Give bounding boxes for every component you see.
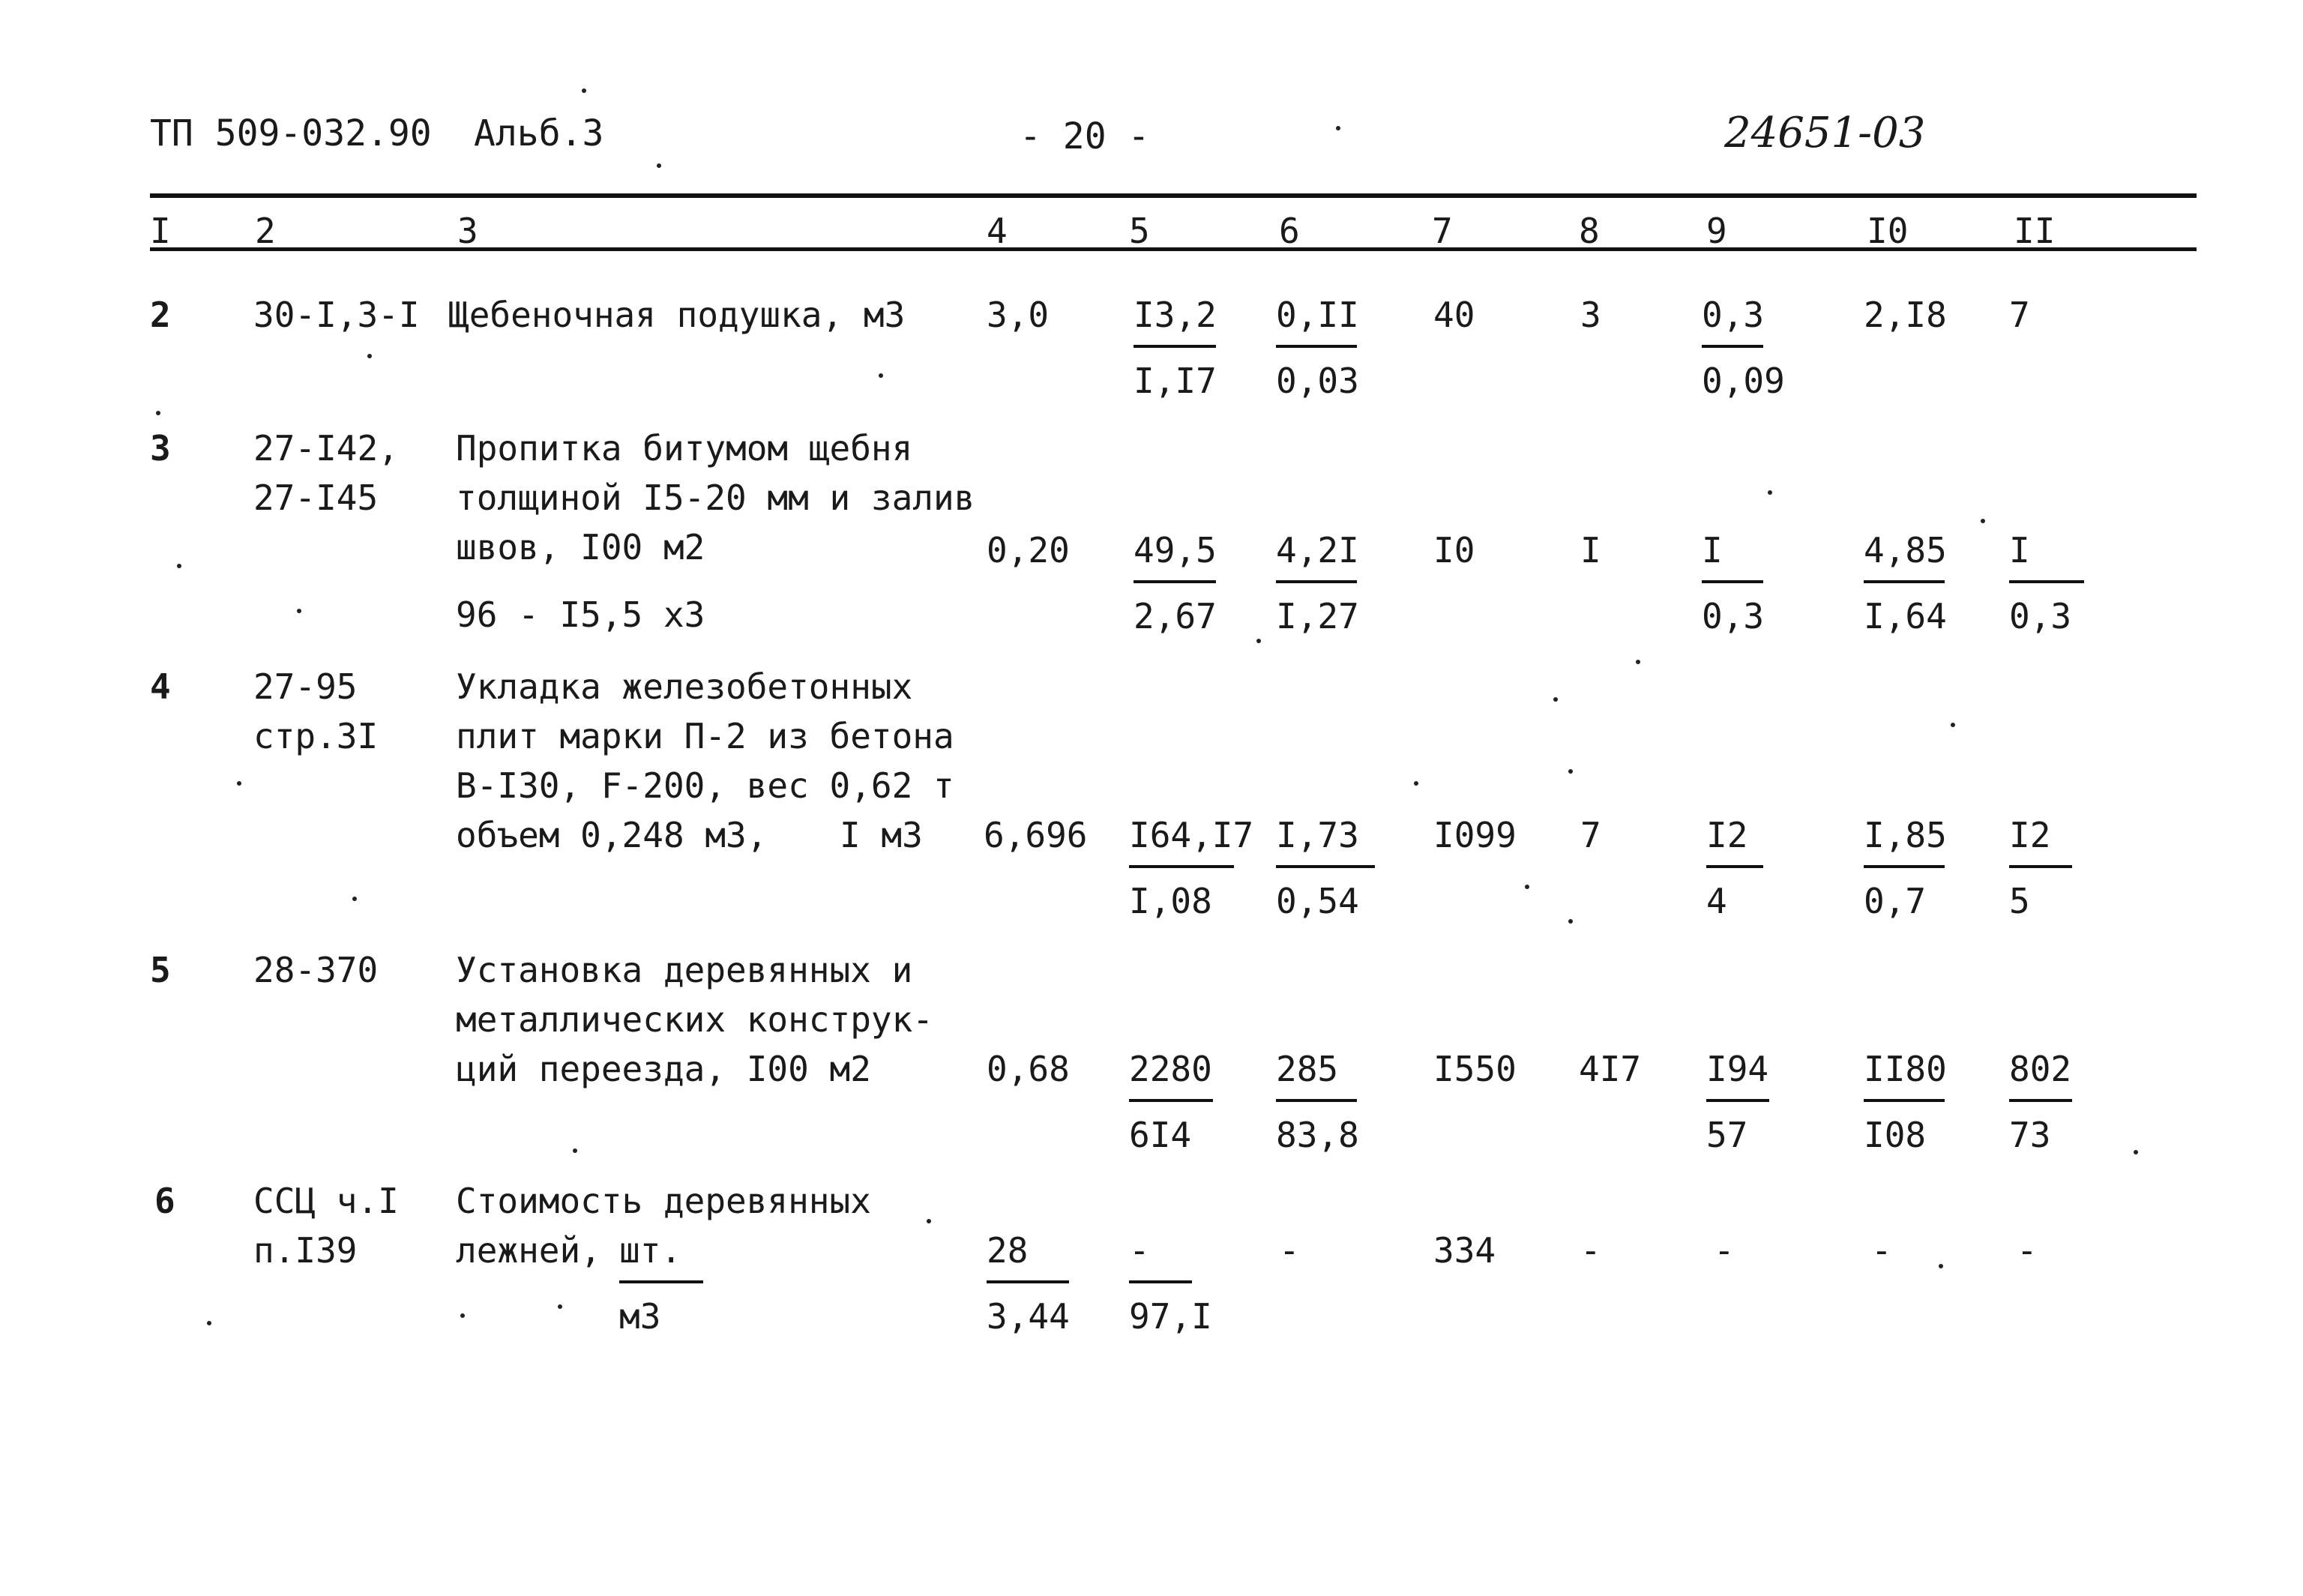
column-header-6: 6 — [1279, 211, 1300, 251]
fraction-numerator: I,73 — [1276, 815, 1359, 855]
scan-speck — [1981, 519, 1985, 523]
row-description: толщиной I5-20 мм и залив — [456, 478, 975, 518]
fraction-denominator: I,08 — [1129, 881, 1212, 921]
row-number: 3 — [150, 428, 171, 469]
scan-speck — [2134, 1150, 2138, 1154]
fraction-denominator: 5 — [2009, 881, 2030, 921]
scan-speck — [573, 1148, 577, 1153]
cell-col10: 2,I8 — [1864, 295, 1947, 335]
row-number: 4 — [150, 666, 171, 707]
cell-col5-fraction — [1129, 814, 1254, 922]
cell-col7: 40 — [1433, 295, 1475, 335]
scan-speck — [582, 88, 586, 93]
fraction-bar — [1706, 1099, 1769, 1102]
cell-col6-fraction — [1276, 294, 1357, 402]
scan-speck — [1525, 885, 1529, 889]
fraction-denominator: 0,03 — [1276, 361, 1359, 401]
fraction-numerator: 802 — [2009, 1049, 2072, 1089]
cell-col9: - — [1714, 1230, 1735, 1271]
fraction-bar — [1134, 580, 1216, 583]
fraction-denominator: 3,44 — [987, 1296, 1070, 1337]
cell-col11: - — [2017, 1230, 2038, 1271]
fraction-bar — [1864, 865, 1945, 868]
fraction-numerator: 4,85 — [1864, 530, 1947, 570]
cell-col10-fraction — [1864, 814, 1945, 922]
scan-speck — [1414, 781, 1418, 786]
row-code: 30-I,3-I — [253, 295, 420, 335]
fraction-bar — [2009, 1099, 2072, 1102]
column-header-9: 9 — [1706, 211, 1727, 251]
cell-col10-fraction — [1864, 529, 1945, 637]
cell-col7: I550 — [1433, 1049, 1517, 1089]
cell-col6-fraction — [1276, 529, 1357, 637]
column-header-3: 3 — [457, 211, 478, 251]
fraction-bar — [1129, 865, 1234, 868]
scan-speck — [156, 411, 160, 415]
scan-speck — [1553, 697, 1558, 702]
fraction-denominator: 2,67 — [1134, 596, 1217, 636]
scan-speck — [1336, 126, 1340, 130]
cell-col7: I0 — [1433, 530, 1475, 570]
fraction-denominator: 83,8 — [1276, 1115, 1359, 1155]
cell-col5-fraction — [1129, 1229, 1212, 1337]
row-description: объем 0,248 м3, — [456, 815, 768, 855]
fraction-numerator: 4,2I — [1276, 530, 1359, 570]
fraction-denominator: I,27 — [1276, 596, 1359, 636]
row-description: Щебеночная подушка, м3 — [448, 295, 906, 335]
fraction-denominator: 0,7 — [1864, 881, 1927, 921]
cell-col8: 3 — [1580, 295, 1601, 335]
column-header-8: 8 — [1579, 211, 1600, 251]
row-number: 5 — [150, 950, 171, 990]
fraction-bar — [1702, 345, 1763, 348]
row-description: лежней, — [456, 1230, 601, 1271]
fraction-bar — [2009, 580, 2084, 583]
cell-col7: 334 — [1433, 1230, 1496, 1271]
cell-col11-fraction — [2009, 1048, 2072, 1156]
column-header-10: I0 — [1867, 211, 1909, 251]
fraction-numerator: I — [2009, 530, 2030, 570]
scan-speck — [352, 897, 357, 901]
row-description: Установка деревянных и — [456, 950, 913, 990]
scan-speck — [1568, 769, 1573, 774]
top-rule — [150, 193, 2197, 198]
fraction-bar — [1702, 580, 1763, 583]
fraction-bar — [1129, 1099, 1213, 1102]
cell-col5-fraction — [1134, 529, 1216, 637]
fraction-numerator: I64,I7 — [1129, 815, 1254, 855]
fraction-numerator: I — [1702, 530, 1723, 570]
cell-col11-fraction — [2009, 814, 2072, 922]
scan-speck — [460, 1313, 465, 1318]
scan-speck — [1951, 723, 1955, 727]
cell-col5-fraction — [1129, 1048, 1213, 1156]
cell-col6: - — [1279, 1230, 1300, 1271]
fraction-numerator: I3,2 — [1134, 295, 1217, 335]
cell-col7: I099 — [1433, 815, 1517, 855]
fraction-bar — [987, 1280, 1069, 1283]
row-description: Пропитка битумом щебня — [456, 428, 913, 469]
fraction-denominator: 0,3 — [1702, 596, 1765, 636]
fraction-denominator: I08 — [1864, 1115, 1927, 1155]
row-description: плит марки П-2 из бетона — [456, 716, 954, 756]
fraction-denominator: 0,3 — [2009, 596, 2072, 636]
row-unit: I м3 — [840, 815, 923, 855]
column-header-1: I — [150, 211, 171, 251]
cell-col4: 0,20 — [987, 530, 1070, 570]
scan-speck — [1568, 919, 1573, 924]
fraction-bar — [1276, 1099, 1357, 1102]
fraction-bar — [1864, 1099, 1945, 1102]
row-description: металлических конструк- — [456, 999, 933, 1040]
scan-speck — [927, 1219, 931, 1223]
cell-col4: 0,68 — [987, 1049, 1070, 1089]
fraction-denominator: 73 — [2009, 1115, 2051, 1155]
column-header-2: 2 — [255, 211, 276, 251]
scan-speck — [1636, 660, 1640, 664]
fraction-bar — [1129, 1280, 1192, 1283]
fraction-bar — [2009, 865, 2072, 868]
fraction-bar — [1134, 345, 1216, 348]
fraction-bar — [1276, 345, 1357, 348]
row-code: ССЦ ч.I — [253, 1181, 399, 1221]
cell-col8: 7 — [1580, 815, 1601, 855]
cell-col8: I — [1580, 530, 1601, 570]
fraction-numerator: 285 — [1276, 1049, 1339, 1089]
cell-col9-fraction — [1702, 529, 1763, 637]
scan-speck — [207, 1321, 211, 1325]
cell-col10: - — [1871, 1230, 1892, 1271]
fraction-numerator: 0,II — [1276, 295, 1359, 335]
cell-col4: 6,696 — [984, 815, 1088, 855]
column-header-4: 4 — [987, 211, 1008, 251]
column-header-5: 5 — [1129, 211, 1150, 251]
fraction-denominator: 57 — [1706, 1115, 1748, 1155]
fraction-denominator: м3 — [619, 1296, 661, 1337]
row-code: стр.3I — [253, 716, 379, 756]
row-description: Стоимость деревянных — [456, 1181, 871, 1221]
fraction-bar — [1276, 865, 1375, 868]
fraction-denominator: I,64 — [1864, 596, 1947, 636]
row-code: 27-I45 — [253, 478, 379, 518]
scan-speck — [1939, 1264, 1943, 1268]
cell-col11-fraction — [2009, 529, 2084, 637]
cell-col9-fraction — [1702, 294, 1785, 402]
row-code: п.I39 — [253, 1230, 358, 1271]
column-header-7: 7 — [1432, 211, 1453, 251]
fraction-denominator: 4 — [1706, 881, 1727, 921]
scan-speck — [297, 609, 301, 613]
column-header-11: II — [2014, 211, 2056, 251]
row-description: швов, I00 м2 — [456, 527, 705, 567]
row-description: В-I30, F-200, вес 0,62 т — [456, 765, 954, 806]
fraction-denominator: 97,I — [1129, 1296, 1212, 1337]
fraction-bar — [1276, 580, 1357, 583]
row-code: 28-370 — [253, 950, 379, 990]
fraction-numerator: 2280 — [1129, 1049, 1212, 1089]
cell-col9-fraction — [1706, 1048, 1769, 1156]
cell-col9-fraction — [1706, 814, 1763, 922]
fraction-denominator: I,I7 — [1134, 361, 1217, 401]
scan-speck — [558, 1304, 562, 1309]
fraction-numerator: - — [1129, 1230, 1150, 1271]
row-number: 6 — [154, 1181, 175, 1221]
cell-col4-fraction — [987, 1229, 1069, 1337]
document-code: ТП 509-032.90 — [150, 112, 432, 154]
row-description: ций переезда, I00 м2 — [456, 1049, 871, 1089]
scan-speck — [657, 163, 661, 168]
cell-col6-fraction — [1276, 814, 1375, 922]
scan-speck — [237, 781, 241, 786]
cell-col6-fraction — [1276, 1048, 1357, 1156]
fraction-denominator: 6I4 — [1129, 1115, 1192, 1155]
fraction-numerator: I2 — [2009, 815, 2051, 855]
cell-col5-fraction — [1134, 294, 1216, 402]
fraction-numerator: 28 — [987, 1230, 1029, 1271]
fraction-numerator: I,85 — [1864, 815, 1947, 855]
fraction-numerator: 49,5 — [1134, 530, 1217, 570]
scan-speck — [1768, 490, 1772, 495]
fraction-bar — [619, 1280, 703, 1283]
fraction-numerator: 0,3 — [1702, 295, 1765, 335]
row-code: 27-95 — [253, 666, 358, 707]
row-description: Укладка железобетонных — [456, 666, 913, 707]
scan-speck — [177, 564, 181, 568]
page-number: - 20 - — [1020, 115, 1150, 157]
fraction-numerator: шт. — [619, 1230, 682, 1271]
fraction-bar — [1706, 865, 1763, 868]
row-formula: 96 - I5,5 x3 — [456, 594, 705, 635]
handwritten-number: 24651-03 — [1724, 109, 1926, 157]
album-label: Альб.3 — [474, 112, 604, 154]
fraction-denominator: 0,54 — [1276, 881, 1359, 921]
fraction-denominator: 0,09 — [1702, 361, 1785, 401]
fraction-numerator: I2 — [1706, 815, 1748, 855]
scan-speck — [879, 373, 883, 378]
cell-col4: 3,0 — [987, 295, 1050, 335]
fraction-numerator: I94 — [1706, 1049, 1769, 1089]
cell-col8: 4I7 — [1579, 1049, 1642, 1089]
scan-speck — [1256, 639, 1261, 643]
cell-col10-fraction — [1864, 1048, 1945, 1156]
row-number: 2 — [150, 295, 171, 335]
cell-col8: - — [1580, 1230, 1601, 1271]
row-unit-fraction — [619, 1229, 703, 1337]
row-code: 27-I42, — [253, 428, 399, 469]
fraction-bar — [1864, 580, 1945, 583]
cell-col11: 7 — [2009, 295, 2030, 335]
scan-speck — [367, 354, 372, 358]
fraction-numerator: II80 — [1864, 1049, 1947, 1089]
